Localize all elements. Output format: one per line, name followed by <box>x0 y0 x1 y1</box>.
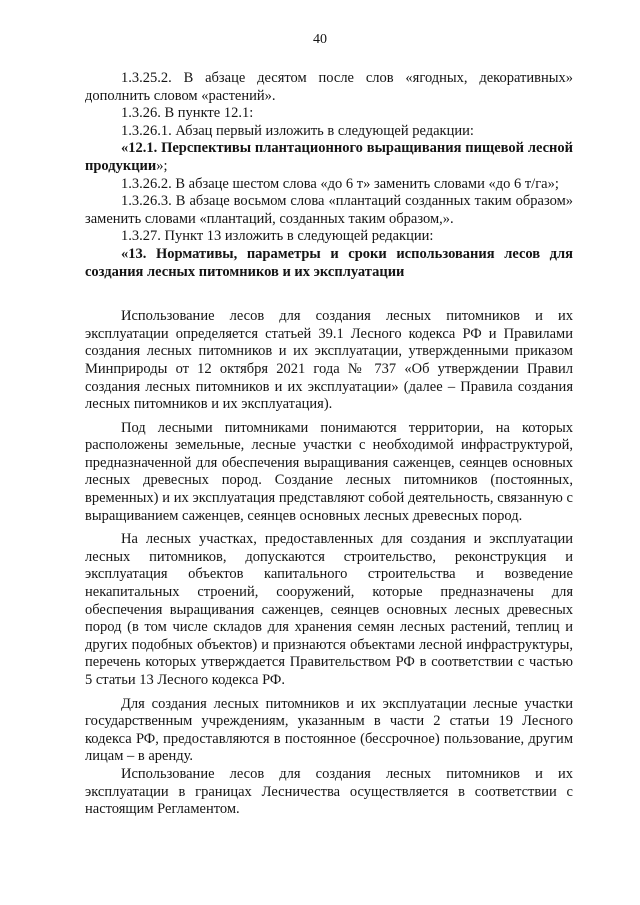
heading-13: «13. Нормативы, параметры и сроки использования лесов для создания лесных питомников и их эксплуатации <box>85 245 573 280</box>
heading-12-1-text: «12.1. Перспективы плантационного выращивания пищевой лесной продукции <box>85 140 573 174</box>
paragraph-nurseries-definition: Под лесными питомниками понимаются территории, на которых расположены земельные, лесные участки с необходимой инфраструктурой, предназначенной для обеспечения выращивания саженцев, сеянцев основных лесных древесных пород. Создание лесных питомников (постоянных, временных) и их эксплуатация представляют собой деятельность, связанную с выращиванием саженцев, сеянцев основных лесных древесных пород. <box>85 419 573 524</box>
paragraph-regulation-reference: Использование лесов для создания лесных питомников и их эксплуатации в границах Лесничества осуществляется в соответствии с настоящим Регламентом. <box>85 765 573 818</box>
paragraph-1-3-26: 1.3.26. В пункте 12.1: <box>121 105 254 122</box>
paragraph-usage-definition: Использование лесов для создания лесных питомников и их эксплуатации определяется статьей 39.1 Лесного кодекса РФ и Правилами создания лесных питомников и их эксплуатации, утвержденными приказом Минприроды от 12 октября 2021 года № 737 «Об утверждении Правил создания лесных питомников и их эксплуатации» (далее – Правила создания лесных питомников и их эксплуатация). <box>85 308 573 413</box>
paragraph-1-3-26-2: 1.3.26.2. В абзаце шестом слова «до 6 т» заменить словами «до 6 т/га»; <box>121 175 559 192</box>
paragraph-construction-allowed: На лесных участках, предоставленных для создания и эксплуатации лесных питомников, допускаются строительство, реконструкция и эксплуатация объектов капитального строительства и возведение некапитальных строений, сооружений, которые предназначены для обеспечения выращивания саженцев, сеянцев основных лесных древесных пород (в том числе складов для хранения семян лесных растений, теплиц и других подобных объектов) и признаются объектами лесной инфраструктуры, перечень которых утверждается Правительством РФ в соответствии с частью 5 статьи 13 Лесного кодекса РФ. <box>85 531 573 688</box>
paragraph-1-3-27: 1.3.27. Пункт 13 изложить в следующей редакции: <box>121 228 434 245</box>
page-number: 40 <box>313 32 327 47</box>
heading-12-1 <box>85 140 573 175</box>
spacer <box>85 281 573 308</box>
paragraph-land-provision: Для создания лесных питомников и их эксплуатации лесные участки государственным учреждениям, указанным в части 2 статьи 19 Лесного кодекса РФ, предоставляются в постоянное (бессрочное) пользование, другим лицам – в аренду. <box>85 695 573 765</box>
document-body <box>85 70 573 819</box>
paragraph-1-3-26-1: 1.3.26.1. Абзац первый изложить в следующей редакции: <box>121 122 474 139</box>
paragraph-1-3-25-2: 1.3.25.2. В абзаце десятом после слов «ягодных, декоративных» дополнить словом «растений». <box>85 70 573 104</box>
paragraph-1-3-26-3: 1.3.26.3. В абзаце восьмом слова «плантаций созданных таким образом» заменить словами «плантаций, созданных таким образом,». <box>85 193 573 227</box>
heading-12-1-tail: »; <box>156 157 168 174</box>
